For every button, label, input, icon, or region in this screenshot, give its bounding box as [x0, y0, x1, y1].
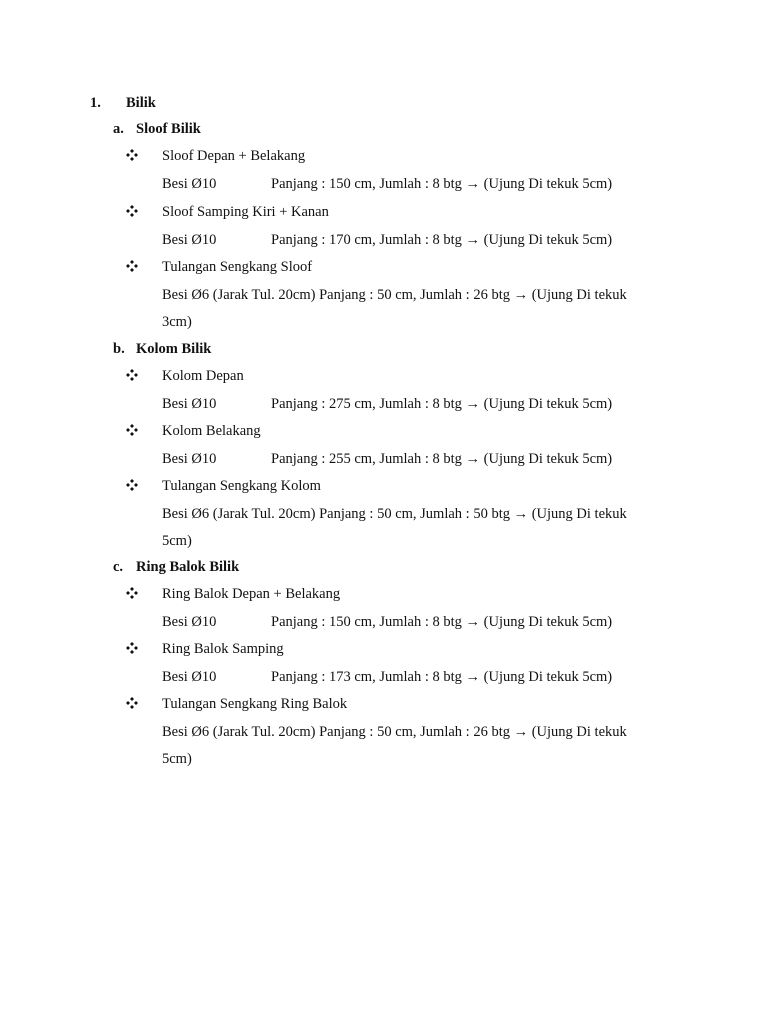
item-besi: Besi Ø10: [162, 176, 217, 192]
four-diamond-bullet-icon: [126, 369, 138, 381]
item-title: Tulangan Sengkang Sloof: [162, 259, 313, 275]
four-diamond-bullet-icon: [126, 697, 138, 709]
item-title: Tulangan Sengkang Ring Balok: [162, 696, 348, 712]
item-detail: Panjang : 173 cm, Jumlah : 8 btg → (Ujung Di tekuk 5cm): [271, 669, 613, 685]
item-detail: Panjang : 150 cm, Jumlah : 8 btg → (Ujung Di tekuk 5cm): [271, 176, 613, 192]
four-diamond-bullet-icon: [126, 587, 138, 599]
item-line1: Besi Ø6 (Jarak Tul. 20cm) Panjang : 50 cm, Jumlah : 26 btg → (Ujung Di tekuk: [162, 724, 627, 740]
item-title: Tulangan Sengkang Kolom: [162, 478, 321, 494]
item-title: Ring Balok Samping: [162, 641, 284, 657]
item-line2: 5cm): [162, 533, 192, 549]
four-diamond-bullet-icon: [126, 260, 138, 272]
subsection-letter-c: c.: [113, 559, 124, 575]
item-besi: Besi Ø10: [162, 232, 217, 248]
item-title: Sloof Depan + Belakang: [162, 148, 306, 164]
item-title: Sloof Samping Kiri + Kanan: [162, 204, 329, 220]
four-diamond-bullet-icon: [126, 479, 138, 491]
item-line2: 3cm): [162, 314, 192, 330]
section-number: 1.: [90, 95, 101, 111]
item-besi: Besi Ø10: [162, 614, 217, 630]
subsection-letter-a: a.: [113, 121, 124, 137]
item-detail: Panjang : 275 cm, Jumlah : 8 btg → (Ujung Di tekuk 5cm): [271, 396, 613, 412]
item-line1: Besi Ø6 (Jarak Tul. 20cm) Panjang : 50 cm, Jumlah : 50 btg → (Ujung Di tekuk: [162, 506, 627, 522]
four-diamond-bullet-icon: [126, 424, 138, 436]
section-title: Bilik: [126, 95, 156, 111]
item-detail: Panjang : 150 cm, Jumlah : 8 btg → (Ujung Di tekuk 5cm): [271, 614, 613, 630]
subsection-title-c: Ring Balok Bilik: [136, 559, 240, 575]
subsection-title-a: Sloof Bilik: [136, 121, 201, 137]
item-besi: Besi Ø10: [162, 396, 217, 412]
item-line1: Besi Ø6 (Jarak Tul. 20cm) Panjang : 50 cm, Jumlah : 26 btg → (Ujung Di tekuk: [162, 287, 627, 303]
four-diamond-bullet-icon: [126, 149, 138, 161]
item-line2: 5cm): [162, 751, 192, 767]
item-detail: Panjang : 255 cm, Jumlah : 8 btg → (Ujung Di tekuk 5cm): [271, 451, 613, 467]
subsection-title-b: Kolom Bilik: [136, 341, 212, 357]
four-diamond-bullet-icon: [126, 642, 138, 654]
item-besi: Besi Ø10: [162, 451, 217, 467]
four-diamond-bullet-icon: [126, 205, 138, 217]
subsection-letter-b: b.: [113, 341, 125, 357]
item-title: Kolom Depan: [162, 368, 244, 384]
item-title: Kolom Belakang: [162, 423, 261, 439]
item-detail: Panjang : 170 cm, Jumlah : 8 btg → (Ujung Di tekuk 5cm): [271, 232, 613, 248]
item-title: Ring Balok Depan + Belakang: [162, 586, 341, 602]
item-besi: Besi Ø10: [162, 669, 217, 685]
